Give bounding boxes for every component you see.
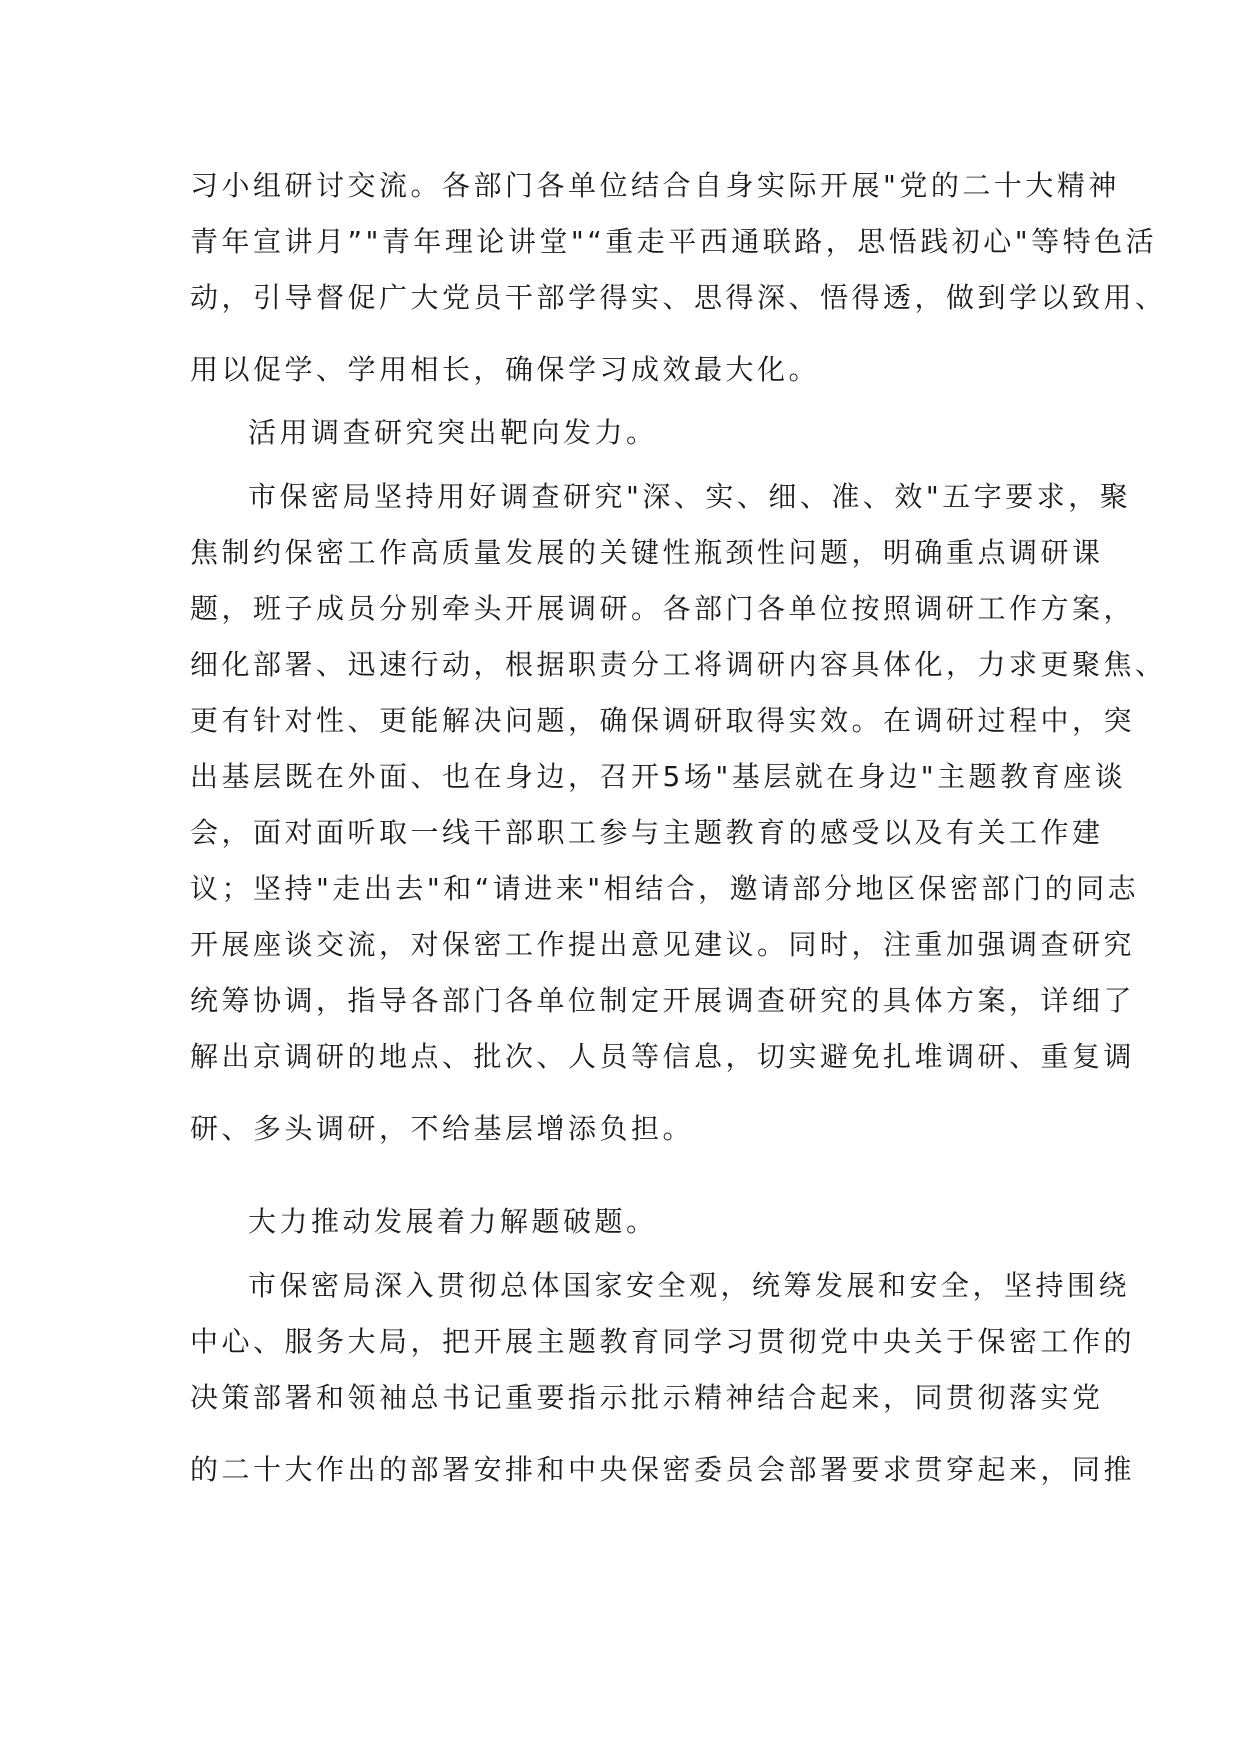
text-line: 决策部署和领袖总书记重要指示批示精神结合起来，同贯彻落实党 [190, 1381, 1104, 1414]
section-heading: 活用调查研究突出靶向发力。 [248, 416, 658, 449]
text-line: 更有针对性、更能解决问题，确保调研取得实效。在调研过程中，突 [190, 704, 1136, 737]
text-line: 出基层既在外面、也在身边，召开5场"基层就在身边"主题教育座谈 [190, 760, 1127, 793]
text-line: 研、多头调研，不给基层增添负担。 [190, 1112, 695, 1145]
text-line: 解出京调研的地点、批次、人员等信息，切实避免扎堆调研、重复调 [190, 1040, 1136, 1073]
text-line: 焦制约保密工作高质量发展的关键性瓶颈性问题，明确重点调研课 [190, 536, 1104, 569]
text-line: 中心、服务大局，把开展主题教育同学习贯彻党中央关于保密工作的 [190, 1325, 1136, 1358]
text-line: 青年宣讲月”"青年理论讲堂"“重走平西通联路，思悟践初心"等特色活 [190, 225, 1158, 258]
text-line: 议；坚持"走出去"和“请进来"相结合，邀请部分地区保密部门的同志 [190, 872, 1140, 905]
section-heading: 大力推动发展着力解题破题。 [248, 1205, 658, 1238]
text-line: 市保密局坚持用好调查研究"深、实、细、准、效"五字要求，聚 [248, 480, 1132, 513]
text-line: 开展座谈交流，对保密工作提出意见建议。同时，注重加强调查研究 [190, 928, 1136, 961]
text-line: 习小组研讨交流。各部门各单位结合自身实际开展"党的二十大精神 [190, 169, 1120, 202]
text-line: 动，引导督促广大党员干部学得实、思得深、悟得透，做到学以致用、 [190, 281, 1167, 314]
text-line: 细化部署、迅速行动，根据职责分工将调研内容具体化，力求更聚焦、 [190, 648, 1167, 681]
text-line: 题，班子成员分别牵头开展调研。各部门各单位按照调研工作方案， [190, 592, 1136, 625]
text-line: 市保密局深入贯彻总体国家安全观，统筹发展和安全，坚持围绕 [248, 1269, 1131, 1302]
text-line: 的二十大作出的部署安排和中央保密委员会部署要求贯穿起来，同推 [190, 1453, 1136, 1486]
text-line: 用以促学、学用相长，确保学习成效最大化。 [190, 353, 821, 386]
text-line: 会，面对面听取一线干部职工参与主题教育的感受以及有关工作建 [190, 816, 1104, 849]
text-line: 统筹协调，指导各部门各单位制定开展调查研究的具体方案，详细了 [190, 984, 1136, 1017]
